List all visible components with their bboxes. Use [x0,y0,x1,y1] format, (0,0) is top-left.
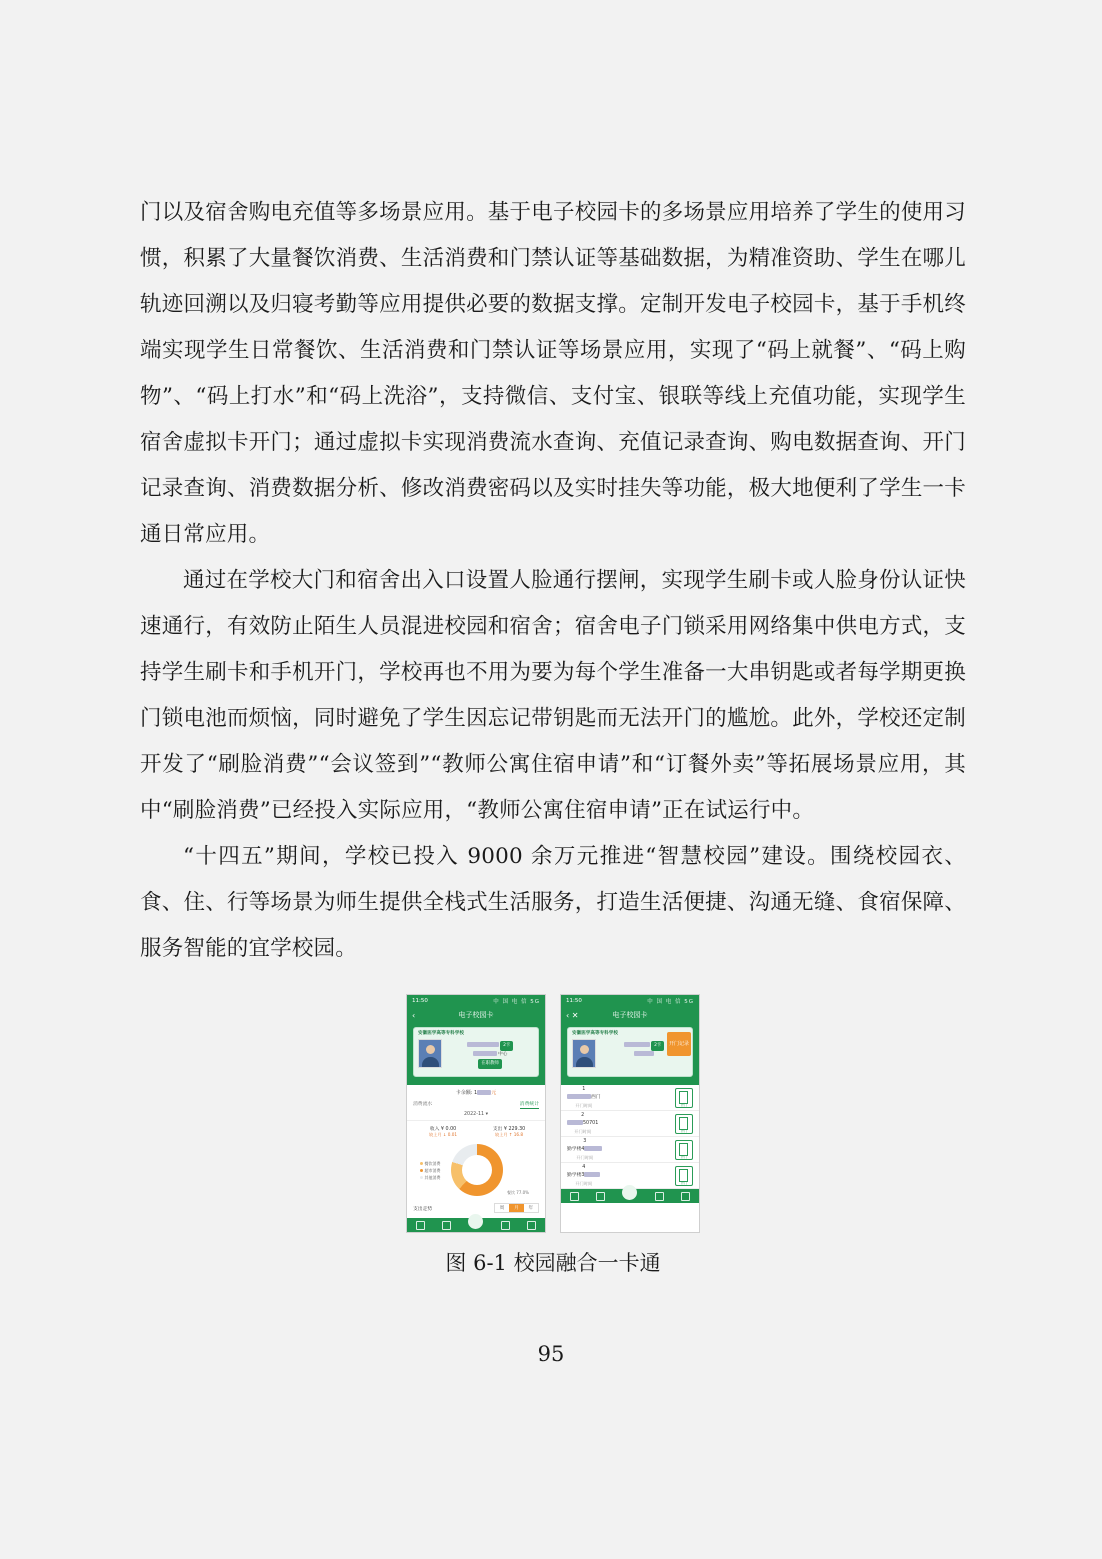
door-icon[interactable] [675,1114,693,1134]
tab-scan-icon[interactable] [622,1185,637,1200]
student-card[interactable] [413,1027,539,1077]
door-icon-label: 开门 [680,1180,688,1185]
door-icon[interactable] [675,1140,693,1160]
paragraph-1: 门以及宿舍购电充值等多场景应用。基于电子校园卡的多场景应用培养了学生的使用习惯，积累了大量餐饮消费、生活消费和门禁认证等基础数据，为精准资助、学生在哪儿轨迹回溯以及归寝考勤等应用提供必要的数据支撑。定制开发电子校园卡，基于手机终端实现学生日常餐饮、生活消费和门禁认证等场景应用，实现了“码上就餐”、“码上购物”、“码上打水”和“码上洗浴”，支持微信、支付宝、银联等线上充值功能，实现学生宿舍虚拟卡开门；通过虚拟卡实现消费流水查询、充值记录查询、购电数据查询、开门记录查询、消费数据分析、修改消费密码以及实时挂失等功能，极大地便利了学生一卡通日常应用。 [140,200,966,547]
status-time: 11:50 [566,998,582,1004]
door-time: 开门时间 [575,1180,593,1186]
door-icon-label: 开门 [680,1128,688,1133]
income-summary [413,1125,473,1138]
door-icon-label: 开门 [680,1154,688,1159]
card-info [446,1041,534,1072]
trend-label: 支出走势 [413,1206,433,1212]
door-index: 2 [581,1112,585,1118]
segment-year[interactable]: 年 [528,1206,533,1211]
card-section [407,1023,545,1085]
card-section [561,1023,699,1085]
expense-sub: 较上月 ↑ 16.8 [494,1132,524,1137]
figure-caption: 图 6-1 校园融合一卡通 [445,1251,661,1275]
paragraph-2: 通过在学校大门和宿舍出入口设置人脸通行摆闸，实现学生刷卡或人脸身份认证快速通行，有效防止陌生人员混进校园和宿舍；宿舍电子门锁采用网络集中供电方式，支持学生刷卡和手机开门，学校再也不用为要为每个学生准备一大串钥匙或者每学期更换门锁电池而烦恼，同时避免了学生因忘记带钥匙而无法开门的尴尬。此外，学校还定制开发了“刷脸消费”“会议签到”“教师公寓住宿申请”和“订餐外卖”等拓展场景应用，其中“刷脸消费”已经投入实际应用，“教师公寓住宿申请”正在试运行中。 [140,568,966,823]
tab-transactions[interactable]: 消费流水 [413,1102,433,1107]
summary-row [407,1121,545,1142]
tab-home-icon[interactable] [570,1192,579,1201]
tab-home-icon[interactable] [416,1221,425,1230]
door-icon-label: 开门 [680,1102,688,1107]
card-type-chip: 2卡 [500,1041,513,1051]
statistics-tabs[interactable] [407,1098,545,1109]
expense-label: 支出 ¥ 229.30 [492,1127,526,1132]
name-redaction [467,1042,499,1047]
phone-screenshots [140,994,966,1233]
school-name: 安徽医学高等专科学校 [572,1031,618,1036]
avatar [572,1039,596,1068]
income-sub: 较上月 ↓ 0.01 [428,1132,458,1137]
tab-profile-icon[interactable] [681,1192,690,1201]
tab-message-icon[interactable] [501,1221,510,1230]
status-indicators: 中 国 电 信 5G [647,999,694,1005]
tab-statistics[interactable]: 消费统计 [519,1102,539,1107]
door-index: 1 [582,1086,586,1092]
nav-bar [407,1007,545,1023]
status-bar [407,995,545,1007]
door-time: 开门时间 [574,1128,592,1134]
page-number: 95 [537,1342,565,1366]
back-icon[interactable]: ‹ [412,1010,416,1020]
chart-legend [413,1160,447,1181]
balance-value: 元 [491,1090,497,1096]
card-type-chip: 2卡 [651,1041,664,1051]
status-time: 11:50 [412,998,428,1004]
door-record-button[interactable]: 开门记录 [667,1032,691,1056]
door-record-list [561,1085,699,1189]
status-indicators: 中 国 电 信 5G [493,999,540,1005]
status-chip: 在职教师 [478,1059,502,1069]
nav-bar [561,1007,699,1023]
tab-list-icon[interactable] [442,1221,451,1230]
period-segmented-control[interactable] [494,1203,539,1213]
dept-suffix: 中心 [498,1052,508,1057]
school-name: 安徽医学高等专科学校 [418,1031,464,1036]
page-content [140,190,966,1277]
nav-title: 电子校园卡 [458,1011,494,1019]
tab-scan-icon[interactable] [468,1214,483,1229]
door-name: 西门 [591,1094,601,1100]
door-name: 勤学楼4 [567,1146,585,1152]
door-index: 3 [583,1138,587,1144]
income-label: 收入 ¥ 0.00 [429,1127,457,1132]
door-name: 50701 [583,1120,599,1126]
list-item[interactable] [561,1137,699,1163]
list-item[interactable] [561,1111,699,1137]
nav-title: 电子校园卡 [612,1011,648,1019]
tab-message-icon[interactable] [655,1192,664,1201]
phone-door-screen [560,994,700,1233]
door-icon[interactable] [675,1166,693,1186]
avatar [418,1039,442,1068]
phone-card-screen [406,994,546,1233]
door-name: 勤学楼3 [567,1172,585,1178]
legend-label-2: 其他消费 [424,1174,441,1180]
door-time: 开门时间 [576,1154,594,1160]
tab-profile-icon[interactable] [527,1221,536,1230]
bottom-tab-bar[interactable] [407,1218,545,1232]
donut-chart-area [407,1142,545,1200]
donut-label: 餐饮 77.0% [507,1190,529,1195]
door-item-text [567,1138,602,1162]
tab-list-icon[interactable] [596,1192,605,1201]
segment-month[interactable]: 月 [509,1204,523,1212]
dept-redaction [473,1051,497,1056]
donut-chart [451,1144,503,1196]
expense-summary [479,1125,539,1138]
balance-row [407,1085,545,1098]
back-close-icon[interactable]: ‹ ✕ [566,1010,579,1020]
door-time: 开门时间 [575,1102,593,1108]
figure-6-1 [140,994,966,1277]
door-item-text [567,1164,600,1188]
door-item-text [567,1086,601,1110]
segment-week[interactable]: 周 [499,1206,505,1211]
paragraph-3: “十四五”期间，学校已投入 9000 余万元推进“智慧校园”建设。围绕校园衣、食、住、行等场景为师生提供全栈式生活服务，打造生活便捷、沟通无缝、食宿保障、服务智能的宜学校园。 [140,844,966,961]
status-bar [561,995,699,1007]
bottom-tab-bar[interactable] [561,1189,699,1203]
dept-redaction [634,1051,654,1056]
month-selector[interactable]: 2022-11 ▾ [407,1109,545,1121]
balance-label: 卡余额: 1 [455,1090,478,1096]
legend-label-0: 餐饮消费 [424,1160,441,1166]
legend-label-1: 超市消费 [424,1167,441,1173]
door-item-text [567,1112,598,1136]
name-redaction [624,1042,650,1047]
door-icon[interactable] [675,1088,693,1108]
door-index: 4 [582,1164,586,1170]
list-item[interactable] [561,1085,699,1111]
